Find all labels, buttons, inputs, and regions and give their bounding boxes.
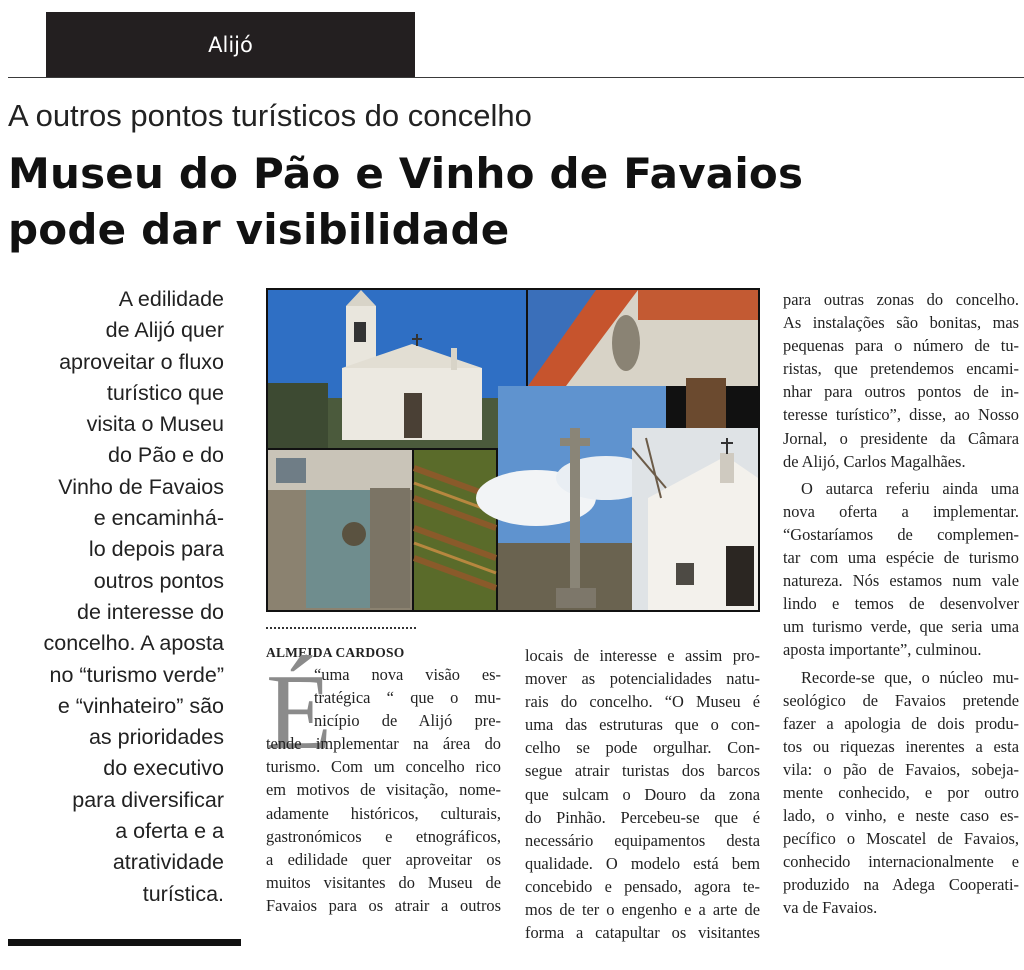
body-line: lado, o vinho, e neste caso es- — [783, 806, 1019, 826]
body-line: muitos visitantes do Museu de — [266, 872, 501, 892]
lead-line: turística. — [142, 881, 224, 906]
body-line: Favaios para os atrair a outros — [266, 895, 501, 915]
body-line: adamente históricos, culturais, — [266, 803, 501, 823]
body-line: a edilidade quer aproveitar os — [266, 849, 501, 869]
lead-line: para diversificar — [72, 787, 224, 812]
body-line: locais de interesse e assim pro- — [525, 646, 760, 665]
lead-line: turístico que — [106, 380, 224, 405]
body-line: de Alijó, Carlos Magalhães. — [783, 451, 966, 471]
body-line: turismo. Com um concelho rico — [266, 757, 501, 777]
body-line: teresse turístico”, disse, ao Nosso — [783, 405, 1019, 425]
body-line: seológico de Favaios pretende — [783, 690, 1019, 710]
lead-line: do Pão e do — [108, 443, 224, 468]
body-line: celho se pode orgulhar. Con- — [525, 738, 760, 758]
body-line: ristas, que pretendemos encami- — [783, 359, 1019, 379]
kicker: A outros pontos turísticos do concelho — [8, 98, 532, 133]
body-line: segue atrair turistas dos barcos — [525, 761, 760, 781]
headline-line: Museu do Pão e Vinho de Favaios — [8, 149, 804, 198]
lead-line: e “vinhateiro” são — [57, 693, 224, 718]
body-line: que sulcam o Douro da zona — [525, 784, 760, 804]
lead-line: outros pontos — [93, 568, 224, 593]
body-line: mover as potencialidades natu- — [525, 669, 760, 689]
body-line: do Pinhão. Percebeu-se que é — [525, 807, 760, 827]
body-line: pequenas para o número de tu- — [783, 336, 1019, 356]
body-line: tratégica “ que o mu- — [314, 688, 501, 708]
body-line: “uma nova visão es- — [314, 665, 501, 684]
body-line: qualidade. O modelo está bem — [525, 853, 760, 873]
body-line: Jornal, o presidente da Câmara — [783, 428, 1019, 448]
lead-line: visita o Museu — [86, 412, 224, 437]
paragraph — [783, 288, 1019, 473]
body-line: fazer a apologia de dois produ- — [783, 713, 1019, 733]
body-line: um turismo verde, que seria uma — [783, 617, 1019, 637]
lead-paragraph — [10, 284, 224, 910]
vineyard-photo — [414, 450, 496, 610]
church-photo — [268, 290, 526, 448]
body-line: Recorde-se que, o núcleo mu- — [801, 667, 1019, 687]
body-column-2 — [525, 644, 760, 944]
lead-line: as prioridades — [88, 725, 224, 750]
drop-cap: É — [266, 653, 332, 772]
lead-line: concelho. A aposta — [43, 631, 224, 656]
body-line: lindo e temos de desenvolver — [783, 594, 1019, 614]
collage-illustration — [266, 288, 760, 612]
body-line: natureza. Nós estamos num vale — [783, 571, 1019, 591]
body-line: rais do concelho. “O Museu é — [525, 692, 760, 712]
body-line: aposta importante”, culminou. — [783, 640, 982, 660]
body-line: va de Favaios. — [783, 898, 878, 918]
body-line: necessário equipamentos desta — [525, 830, 760, 850]
byline-divider — [266, 627, 416, 629]
lead-line: de Alijó quer — [105, 318, 224, 343]
body-line: mente conhecido, e por outro — [783, 782, 1019, 802]
lead-line: no “turismo verde” — [49, 662, 224, 687]
lead-line: A edilidade — [118, 287, 224, 311]
body-line: nhar para outros pontos de in- — [783, 382, 1019, 402]
lead-line: a oferta e a — [115, 819, 224, 844]
lead-line: atratividade — [112, 850, 224, 875]
body-line: As instalações são bonitas, mas — [783, 313, 1019, 333]
top-rule — [8, 77, 1024, 78]
paragraph — [783, 666, 1019, 920]
paragraph — [783, 477, 1019, 662]
headline — [8, 146, 1008, 258]
body-line: forma a catapultar os visitantes — [525, 923, 760, 943]
section-label: Alijó — [208, 32, 253, 57]
body-line: pecífico o Moscatel de Favaios, — [783, 829, 1019, 849]
section-tab — [46, 12, 415, 77]
body-column-1 — [266, 653, 501, 917]
lead-line: Vinho de Favaios — [58, 474, 224, 499]
body-line: tende implementar na área do — [266, 734, 501, 754]
body-line: O autarca referiu ainda uma — [801, 478, 1019, 498]
body-line: uma das estruturas que o con- — [525, 715, 760, 735]
body-line: nova oferta a implementar. — [783, 501, 1019, 521]
body-column-3 — [783, 288, 1019, 920]
headline-line: pode dar visibilidade — [8, 205, 510, 254]
body-line: produzido na Adega Cooperati- — [783, 875, 1019, 895]
byline: ALMEIDA CARDOSO — [266, 645, 405, 660]
body-line: “Gostaríamos de complemen- — [783, 524, 1019, 544]
body-line: concebido e pensado, agora te- — [525, 876, 760, 896]
chapel-photo — [632, 428, 758, 610]
body-line: mos de ter o engenho e a arte de — [525, 900, 760, 920]
body-line: para outras zonas do concelho. — [783, 290, 1019, 309]
bottom-rule — [8, 939, 241, 946]
body-line: vila: o pão de Favaios, sobeja- — [783, 759, 1019, 779]
body-line: gastronómicos e etnográficos, — [266, 826, 501, 846]
plaque-photo — [268, 450, 412, 610]
lead-line: lo depois para — [88, 537, 224, 562]
body-line: nicípio de Alijó pre- — [314, 711, 501, 731]
lead-line: e encaminhá- — [93, 506, 224, 531]
lead-line: de interesse do — [76, 599, 224, 624]
body-line: conhecido internacionalmente e — [783, 852, 1019, 872]
body-line: tar com uma espécie de turismo — [783, 548, 1019, 568]
photo-collage — [266, 288, 760, 612]
body-line: em motivos de visitação, nome- — [266, 780, 501, 800]
lead-line: do executivo — [103, 756, 224, 781]
lead-line: aproveitar o fluxo — [59, 349, 224, 374]
body-line: tos ou riquezas inerentes a esta — [783, 736, 1019, 756]
